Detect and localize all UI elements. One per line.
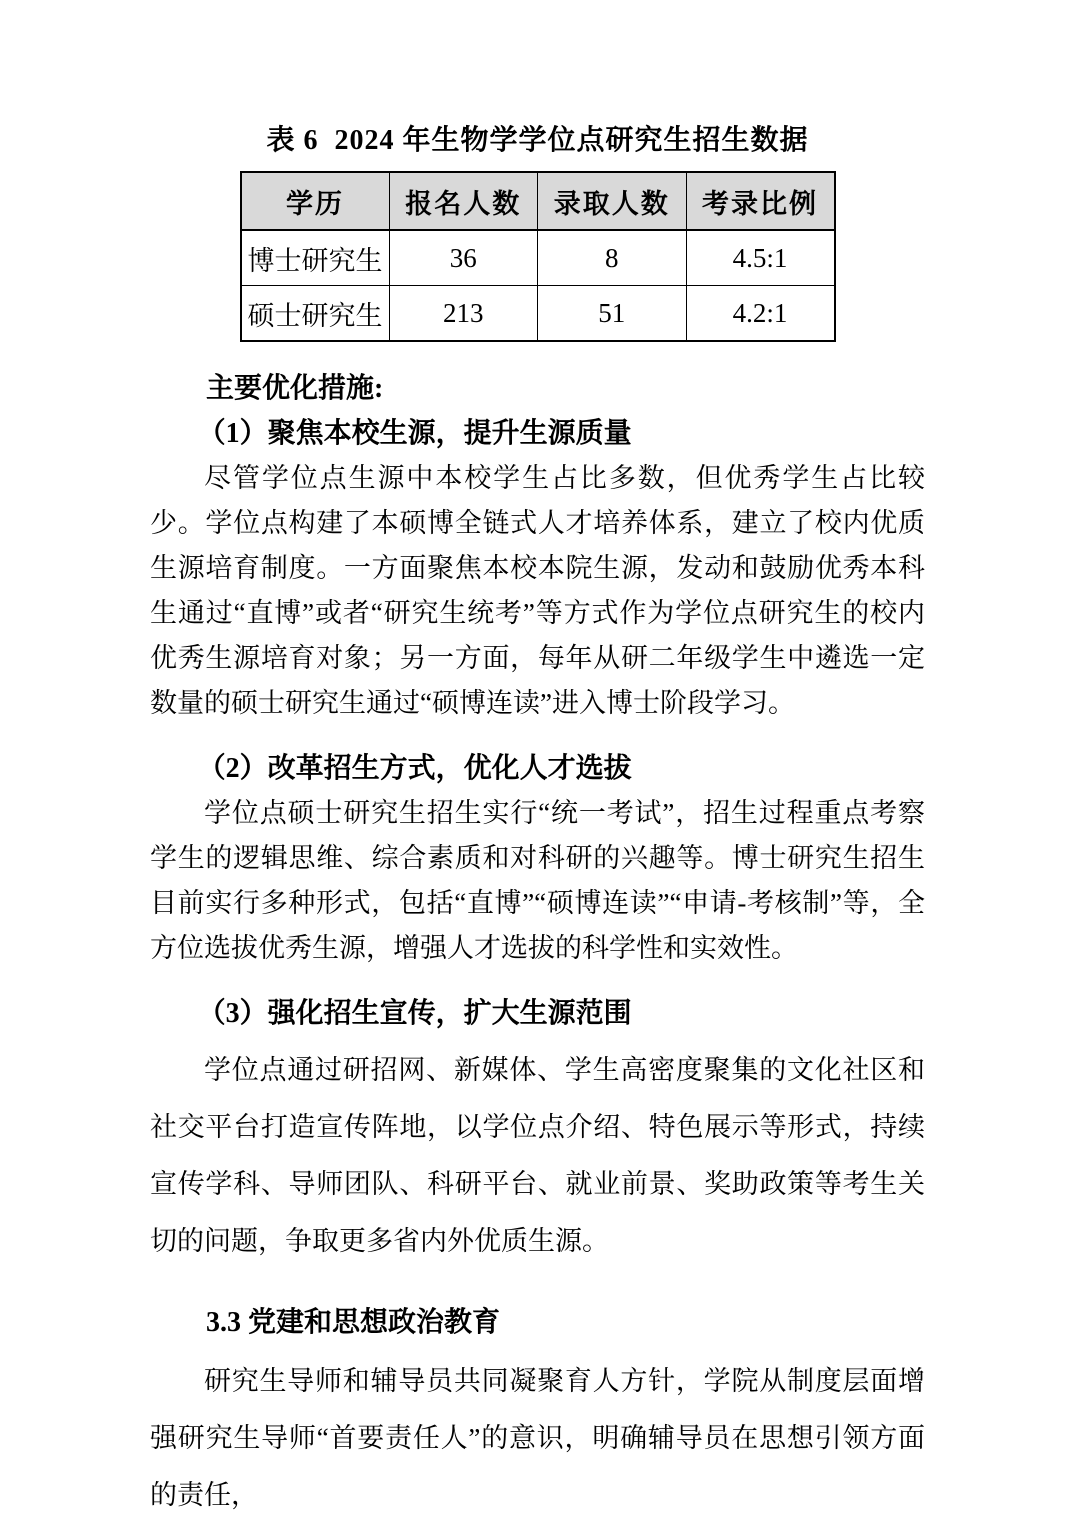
table-cell: 博士研究生 bbox=[241, 230, 390, 286]
section-3-3-paragraph: 研究生导师和辅导员共同凝聚育人方针，学院从制度层面增强研究生导师“首要责任人”的意识，明确辅导员在思想引领方面的责任， bbox=[150, 1366, 925, 1510]
admissions-table-head bbox=[241, 172, 835, 230]
measures-heading: 主要优化措施: bbox=[206, 373, 384, 404]
item1-heading: （1）聚焦本校生源，提升生源质量 bbox=[197, 418, 632, 449]
header-cell-ratio: 考录比例 bbox=[686, 172, 835, 230]
header-cell-admitted: 录取人数 bbox=[538, 172, 687, 230]
item3-paragraph: 学位点通过研招网、新媒体、学生高密度聚集的文化社区和社交平台打造宣传阵地，以学位点介绍、特色展示等形式，持续宣传学科、导师团队、科研平台、就业前景、奖助政策等考生关切的问题，争取更多省内外优质生源。 bbox=[150, 1055, 925, 1256]
item1-paragraph: 尽管学位点生源中本校学生占比多数，但优秀学生占比较少。学位点构建了本硕博全链式人才培养体系，建立了校内优质生源培育制度。一方面聚焦本校本院生源，发动和鼓励优秀本科生通过“直博”或者“研究生统考”等方式作为学位点研究生的校内优秀生源培育对象；另一方面，每年从研二年级学生中遴选一定数量的硕士研究生通过“硕博连读”进入博士阶段学习。 bbox=[150, 463, 925, 718]
header-cell-applied: 报名人数 bbox=[389, 172, 538, 230]
table-cell: 硕士研究生 bbox=[241, 286, 390, 342]
table-cell: 4.5:1 bbox=[686, 230, 835, 286]
item3-heading: （3）强化招生宣传，扩大生源范围 bbox=[197, 998, 632, 1029]
table-cell: 8 bbox=[538, 230, 687, 286]
item2-heading: （2）改革招生方式，优化人才选拔 bbox=[197, 753, 632, 784]
section-3-3-heading: 3.3 党建和思想政治教育 bbox=[206, 1307, 501, 1338]
table-header-row bbox=[241, 172, 835, 230]
table-cell: 213 bbox=[389, 286, 538, 342]
table-cell: 4.2:1 bbox=[686, 286, 835, 342]
item2-paragraph: 学位点硕士研究生招生实行“统一考试”，招生过程重点考察学生的逻辑思维、综合素质和对科研的兴趣等。博士研究生招生目前实行多种形式，包括“直博”“硕博连读”“申请-考核制”等，全方位选拔优秀生源，增强人才选拔的科学性和实效性。 bbox=[150, 798, 925, 963]
table-caption: 表 6 2024 年生物学学位点研究生招生数据 bbox=[266, 125, 809, 156]
admissions-table-body bbox=[241, 230, 835, 341]
table-row-masters bbox=[241, 286, 835, 342]
table-cell: 51 bbox=[538, 286, 687, 342]
admissions-table bbox=[240, 171, 836, 342]
table-row-doctoral bbox=[241, 230, 835, 286]
header-cell-degree: 学历 bbox=[241, 172, 390, 230]
table-cell: 36 bbox=[389, 230, 538, 286]
